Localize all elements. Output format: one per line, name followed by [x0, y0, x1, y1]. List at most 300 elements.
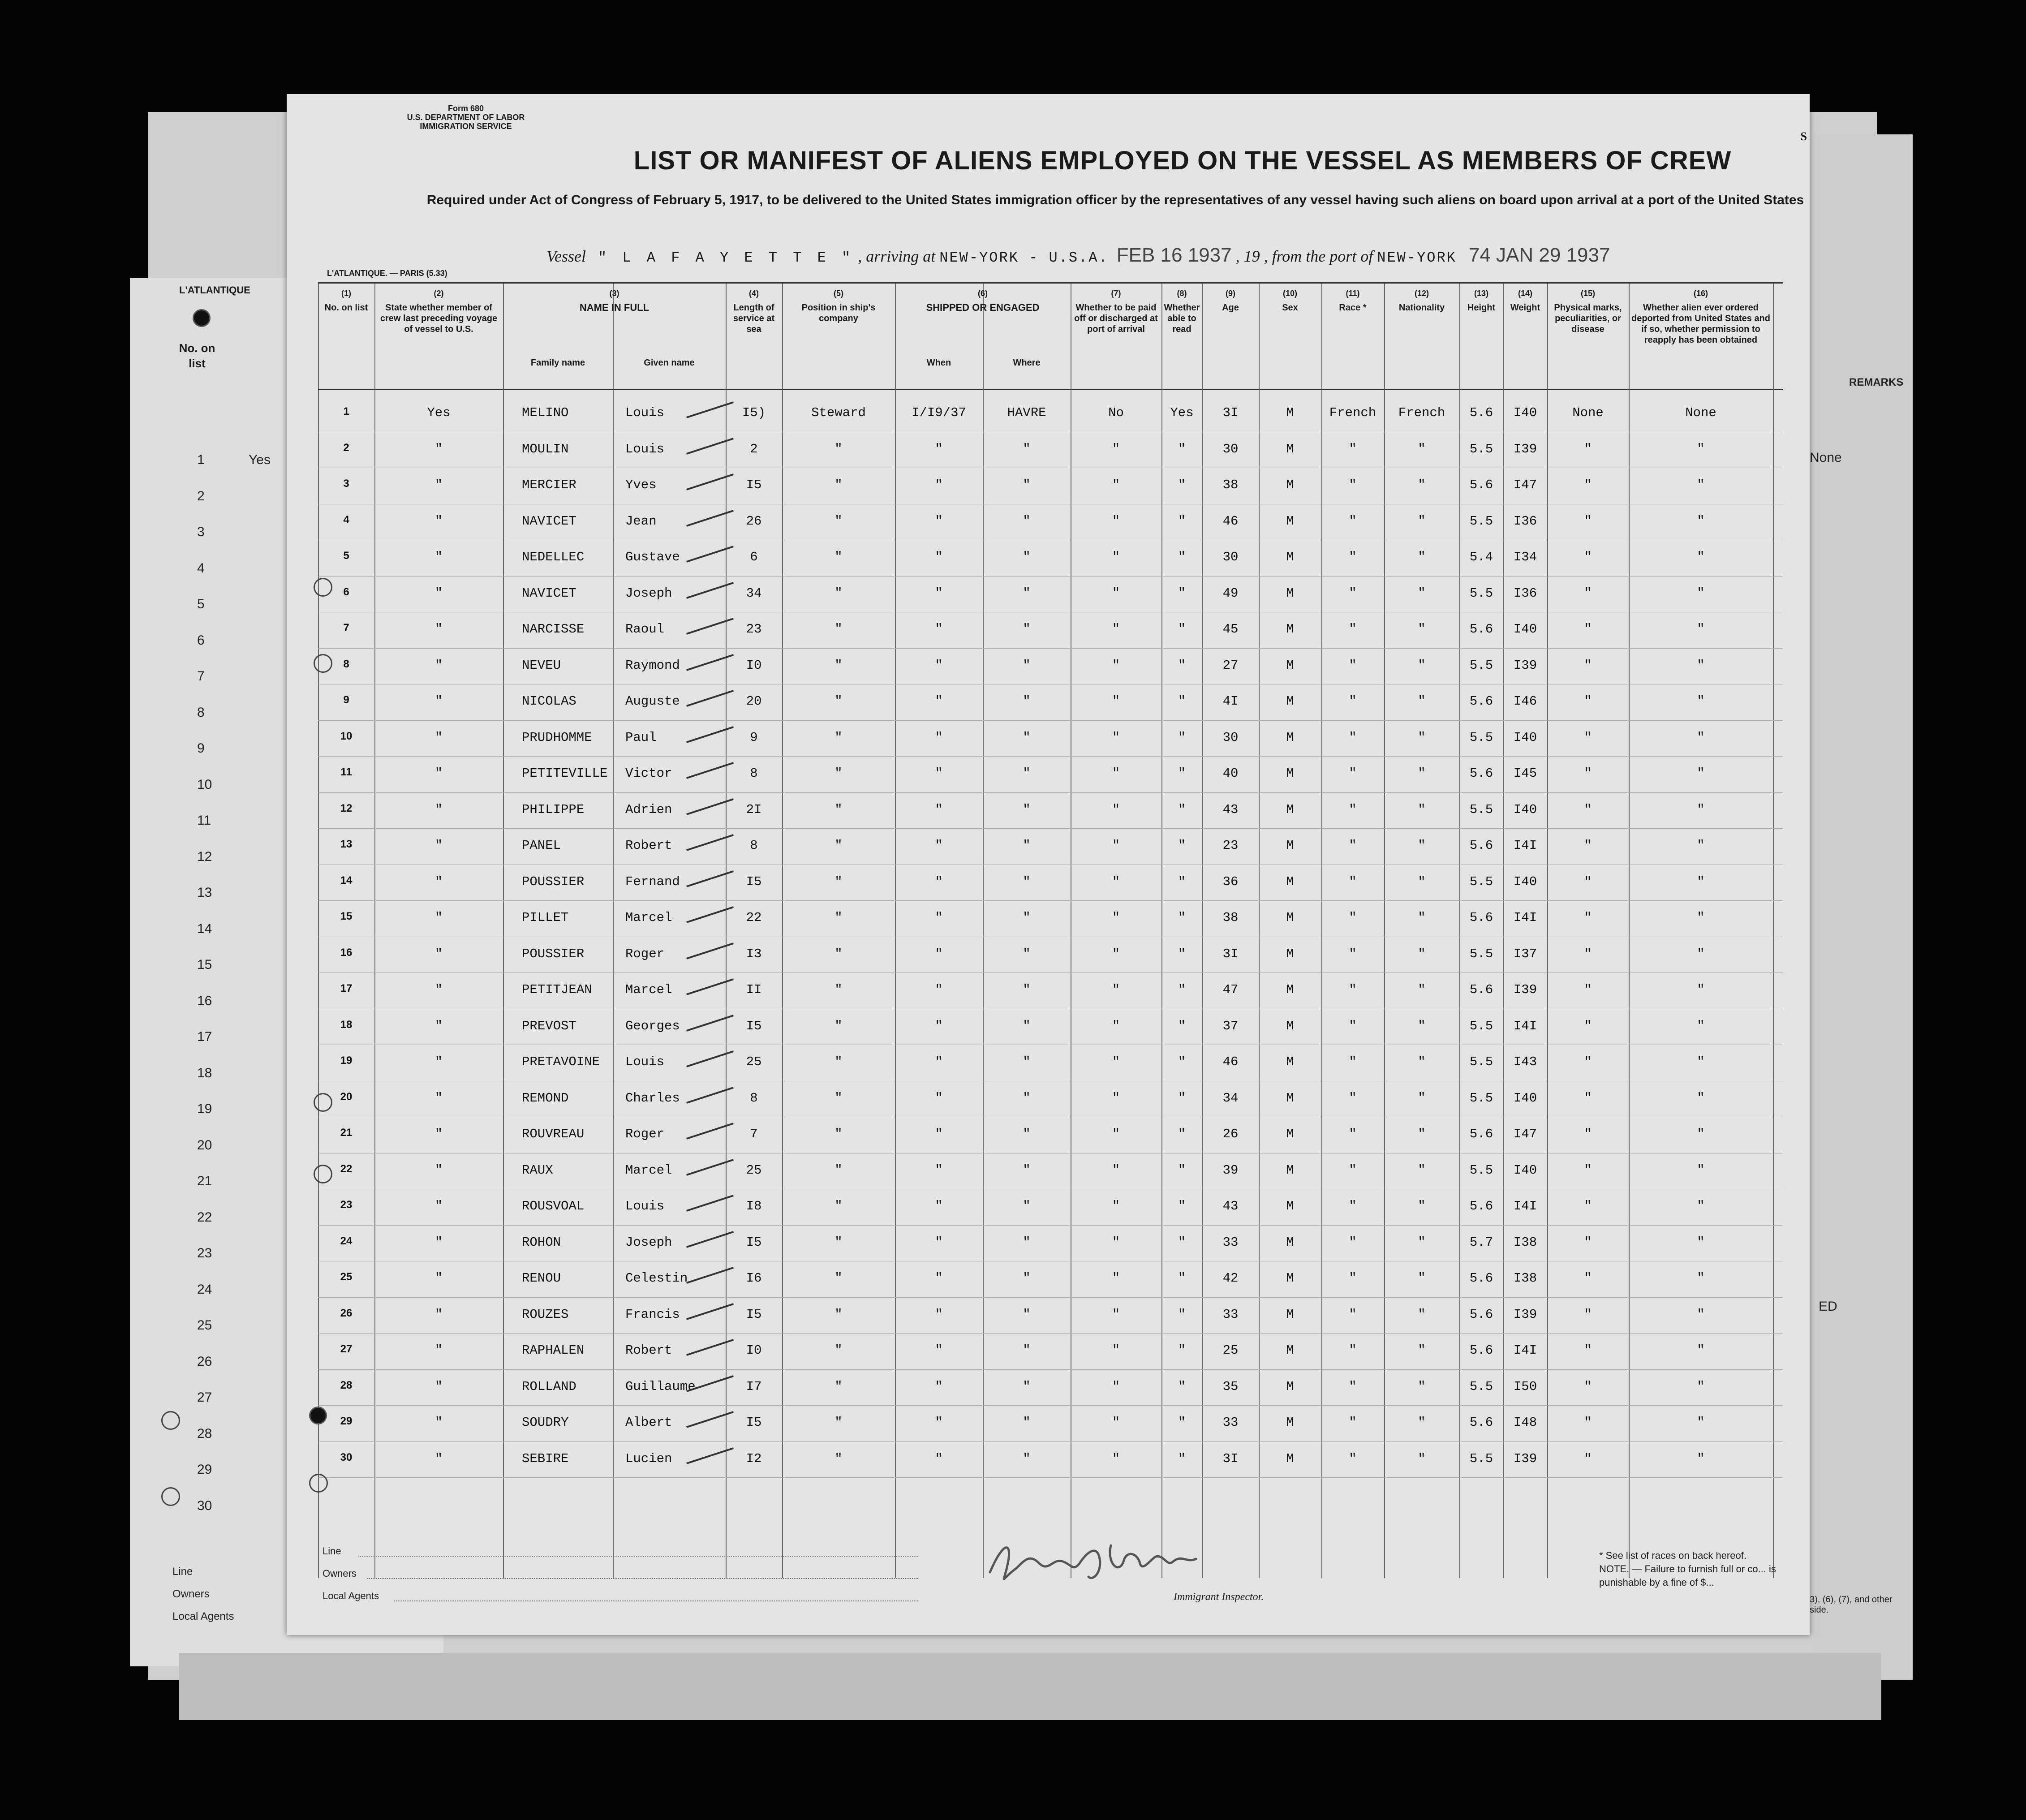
cell-weight: I4I: [1513, 1199, 1537, 1213]
cell-no: 15: [340, 910, 353, 922]
column-header: Length of service at sea: [733, 303, 775, 334]
column-header: Age: [1222, 303, 1239, 313]
cell-when: ": [935, 694, 943, 709]
cell-family: ROUVREAU: [522, 1127, 585, 1141]
arrival-date-stamp: FEB 16 1937: [1116, 244, 1232, 266]
cell-position: ": [834, 730, 843, 745]
cell-sex: M: [1286, 730, 1294, 745]
vessel-line: [546, 244, 1801, 267]
cell-race: ": [1349, 874, 1357, 889]
cell-deported: ": [1697, 730, 1705, 745]
cell-no: 5: [343, 550, 349, 562]
cell-sex: M: [1286, 838, 1294, 853]
cell-deported: None: [1685, 405, 1716, 420]
cell-marks: ": [1584, 622, 1592, 637]
cell-nat: ": [1418, 585, 1426, 601]
binder-ring: [314, 578, 332, 597]
cell-sex: M: [1286, 694, 1294, 709]
cell-race: ": [1349, 550, 1357, 564]
cell-sex: M: [1286, 910, 1294, 925]
cell-height: 5.5: [1469, 441, 1493, 456]
cell-family: PRUDHOMME: [522, 730, 592, 745]
cell-sex: M: [1286, 946, 1294, 961]
cell-given: Louis: [625, 405, 665, 420]
cell-paid: ": [1112, 946, 1120, 961]
cell-weight: I39: [1513, 1307, 1537, 1322]
cell-where: ": [1023, 838, 1031, 853]
left-sheet-header: No. on list: [179, 341, 215, 370]
cell-weight: I4I: [1513, 838, 1537, 853]
cell-family: RENOU: [522, 1271, 561, 1286]
cell-family: PREVOST: [522, 1018, 576, 1033]
cell-nat: ": [1418, 982, 1426, 997]
cell-when: ": [935, 838, 943, 853]
cell-given: Auguste: [625, 694, 680, 709]
cell-where: ": [1023, 694, 1031, 709]
cell-read: ": [1178, 766, 1186, 781]
cell-service: 23: [746, 622, 762, 637]
cell-age: 33: [1222, 1415, 1239, 1430]
cell-nat: ": [1418, 874, 1426, 889]
cell-given: Albert: [625, 1415, 672, 1430]
cell-where: ": [1023, 513, 1031, 529]
cell-where: ": [1023, 910, 1031, 925]
cell-marks: ": [1584, 946, 1592, 961]
cell-given: Fernand: [625, 874, 680, 889]
cell-age: 27: [1222, 658, 1239, 673]
cell-family: MELINO: [522, 405, 569, 420]
table-row-rule: [318, 900, 1783, 901]
cell-crew: ": [434, 910, 443, 925]
cell-height: 5.5: [1469, 874, 1493, 889]
cell-nat: ": [1418, 1162, 1426, 1178]
column-number: (8): [1177, 289, 1187, 298]
cell-age: 3I: [1222, 1451, 1239, 1466]
cell-paid: ": [1112, 1199, 1120, 1213]
cell-position: ": [834, 1054, 843, 1069]
footer-owners-label: Owners: [323, 1568, 357, 1579]
left-sheet-row-number: 28: [197, 1426, 212, 1441]
cell-nat: ": [1418, 1199, 1426, 1213]
cell-where: HAVRE: [1007, 405, 1046, 420]
cell-service: 34: [746, 585, 762, 601]
cell-marks: ": [1584, 766, 1592, 781]
cell-weight: I47: [1513, 1127, 1537, 1141]
cell-family: PILLET: [522, 910, 569, 925]
cell-given: Adrien: [625, 802, 672, 817]
left-sheet-row: [148, 1201, 282, 1237]
cell-no: 28: [340, 1379, 353, 1391]
column-subheader: Family name: [530, 358, 585, 368]
left-sheet-row: [148, 840, 282, 876]
cell-age: 38: [1222, 910, 1239, 925]
cell-sex: M: [1286, 658, 1294, 673]
cell-family: PANEL: [522, 838, 561, 853]
cell-race: ": [1349, 1451, 1357, 1466]
cell-read: ": [1178, 1127, 1186, 1141]
cell-deported: ": [1697, 622, 1705, 637]
cell-nat: ": [1418, 910, 1426, 925]
cell-crew: ": [434, 622, 443, 637]
cell-sex: M: [1286, 1271, 1294, 1286]
cell-race: ": [1349, 1415, 1357, 1430]
cell-height: 5.6: [1469, 910, 1493, 925]
cell-given: Roger: [625, 946, 665, 961]
cell-family: SOUDRY: [522, 1415, 569, 1430]
cell-where: ": [1023, 478, 1031, 492]
cell-age: 38: [1222, 478, 1239, 492]
cell-family: RAPHALEN: [522, 1343, 585, 1358]
cell-position: ": [834, 802, 843, 817]
cell-marks: ": [1584, 1415, 1592, 1430]
cell-weight: I40: [1513, 1090, 1537, 1106]
column-number: (11): [1346, 289, 1360, 298]
left-sheet-row: [148, 1165, 282, 1200]
cell-family: MOULIN: [522, 441, 569, 456]
cell-nat: ": [1418, 1307, 1426, 1322]
vessel-name: " L A F A Y E T T E ": [598, 250, 854, 266]
cell-deported: ": [1697, 513, 1705, 529]
cell-nat: ": [1418, 1018, 1426, 1033]
cell-when: ": [935, 622, 943, 637]
cell-read: ": [1178, 441, 1186, 456]
cell-marks: ": [1584, 694, 1592, 709]
cell-when: ": [935, 982, 943, 997]
cell-no: 23: [340, 1199, 353, 1211]
cell-nat: ": [1418, 622, 1426, 637]
cell-marks: ": [1584, 1054, 1592, 1069]
column-number: (14): [1518, 289, 1532, 298]
cell-marks: ": [1584, 802, 1592, 817]
column-header: Whether alien ever ordered deported from United States and if so, whether permission to reapply has been obtained: [1631, 303, 1771, 345]
cell-deported: ": [1697, 1451, 1705, 1466]
cell-weight: I36: [1513, 513, 1537, 529]
cell-nat: ": [1418, 1054, 1426, 1069]
cell-deported: ": [1697, 1379, 1705, 1394]
table-row-rule: [318, 828, 1783, 829]
cell-family: ROLLAND: [522, 1379, 576, 1394]
cell-no: 26: [340, 1307, 353, 1319]
cell-paid: ": [1112, 550, 1120, 564]
cell-no: 25: [340, 1271, 353, 1283]
punch-hole: [193, 309, 211, 327]
cell-crew: ": [434, 1162, 443, 1178]
cell-service: I2: [746, 1451, 762, 1466]
column-number: (5): [834, 289, 843, 298]
cell-read: ": [1178, 802, 1186, 817]
column-subheader: Given name: [644, 358, 695, 368]
cell-weight: I40: [1513, 622, 1537, 637]
cell-height: 5.4: [1469, 550, 1493, 564]
cell-sex: M: [1286, 441, 1294, 456]
cell-no: 19: [340, 1054, 353, 1067]
cell-height: 5.6: [1469, 838, 1493, 853]
cell-paid: ": [1112, 730, 1120, 745]
punch-hole: [309, 1407, 327, 1424]
cell-given: Lucien: [625, 1451, 672, 1466]
cell-height: 5.6: [1469, 982, 1493, 997]
cell-nat: ": [1418, 1090, 1426, 1106]
cell-race: ": [1349, 1162, 1357, 1178]
cell-given: Joseph: [625, 585, 672, 601]
cell-marks: ": [1584, 838, 1592, 853]
cell-paid: ": [1112, 838, 1120, 853]
form-department: U.S. DEPARTMENT OF LABOR: [407, 113, 525, 122]
cell-marks: ": [1584, 1235, 1592, 1250]
cell-height: 5.5: [1469, 946, 1493, 961]
cell-height: 5.5: [1469, 585, 1493, 601]
cell-no: 12: [340, 802, 353, 814]
cell-service: II: [746, 982, 762, 997]
cell-weight: I46: [1513, 694, 1537, 709]
cell-deported: ": [1697, 1199, 1705, 1213]
cell-no: 8: [343, 658, 349, 670]
cell-height: 5.7: [1469, 1235, 1493, 1250]
cell-crew: ": [434, 1054, 443, 1069]
cell-family: ROUSVOAL: [522, 1199, 585, 1213]
table-row-rule: [318, 1369, 1783, 1370]
cell-crew: ": [434, 1018, 443, 1033]
cell-nat: ": [1418, 1379, 1426, 1394]
cell-service: 2I: [746, 802, 762, 817]
cell-when: ": [935, 1415, 943, 1430]
cell-sex: M: [1286, 1090, 1294, 1106]
cell-given: Louis: [625, 1199, 665, 1213]
footer-owners-rule: [367, 1578, 918, 1579]
cell-crew: ": [434, 658, 443, 673]
arriving-label: , arriving at: [858, 247, 936, 265]
cell-position: ": [834, 874, 843, 889]
cell-paid: ": [1112, 982, 1120, 997]
cell-marks: ": [1584, 1090, 1592, 1106]
cell-position: ": [834, 658, 843, 673]
cell-weight: I37: [1513, 946, 1537, 961]
column-subheader: Where: [1013, 358, 1041, 368]
cell-deported: ": [1697, 550, 1705, 564]
cell-when: ": [935, 766, 943, 781]
cell-age: 4I: [1222, 694, 1239, 709]
cell-height: 5.6: [1469, 1127, 1493, 1141]
column-number: (2): [434, 289, 444, 298]
cell-weight: I40: [1513, 1162, 1537, 1178]
cell-no: 24: [340, 1235, 353, 1247]
left-sheet-row: [148, 516, 282, 551]
cell-crew: ": [434, 766, 443, 781]
cell-given: Celestin: [625, 1271, 688, 1286]
cell-service: 9: [750, 730, 758, 745]
left-sheet-row-number: 11: [197, 813, 211, 828]
cell-race: ": [1349, 946, 1357, 961]
cell-weight: I50: [1513, 1379, 1537, 1394]
cell-family: PRETAVOINE: [522, 1054, 600, 1069]
cell-given: Marcel: [625, 910, 672, 925]
cell-given: Roger: [625, 1127, 665, 1141]
cell-paid: ": [1112, 622, 1120, 637]
cell-where: ": [1023, 1162, 1031, 1178]
cell-service: I0: [746, 1343, 762, 1358]
cell-position: ": [834, 910, 843, 925]
column-header: Nationality: [1398, 303, 1445, 313]
column-number: (12): [1414, 289, 1429, 298]
left-sheet-row: [148, 1309, 282, 1345]
table-row-rule: [318, 1333, 1783, 1334]
cell-marks: ": [1584, 1451, 1592, 1466]
cell-age: 43: [1222, 802, 1239, 817]
cell-family: NICOLAS: [522, 694, 576, 709]
cell-read: ": [1178, 694, 1186, 709]
cell-paid: ": [1112, 1018, 1120, 1033]
cell-height: 5.5: [1469, 658, 1493, 673]
cell-weight: I4I: [1513, 910, 1537, 925]
printer-imprint: L'ATLANTIQUE. — PARIS (5.33): [327, 269, 447, 278]
cell-family: NARCISSE: [522, 622, 585, 637]
table-row-rule: [318, 1477, 1783, 1478]
cell-race: ": [1349, 622, 1357, 637]
left-sheet-row: [148, 552, 282, 588]
cell-given: Louis: [625, 1054, 665, 1069]
cell-service: I3: [746, 946, 762, 961]
cell-race: ": [1349, 441, 1357, 456]
cell-service: 26: [746, 513, 762, 529]
left-sheet-row-number: 19: [197, 1101, 212, 1116]
cell-sex: M: [1286, 1127, 1294, 1141]
cell-when: ": [935, 1018, 943, 1033]
cell-race: ": [1349, 1343, 1357, 1358]
cell-sex: M: [1286, 802, 1294, 817]
cell-service: 8: [750, 766, 758, 781]
cell-position: ": [834, 1199, 843, 1213]
cell-position: ": [834, 585, 843, 601]
left-sheet-row-number: 25: [197, 1318, 212, 1333]
cell-service: I6: [746, 1271, 762, 1286]
cell-no: 7: [343, 622, 349, 634]
footer-line-rule: [358, 1555, 918, 1557]
cell-sex: M: [1286, 1018, 1294, 1033]
cell-age: 47: [1222, 982, 1239, 997]
cell-where: ": [1023, 658, 1031, 673]
cell-where: ": [1023, 874, 1031, 889]
left-sheet-row-number: 18: [197, 1065, 212, 1080]
cell-crew: ": [434, 838, 443, 853]
cell-read: ": [1178, 1199, 1186, 1213]
table-row-rule: [318, 1405, 1783, 1406]
left-sheet-row-number: 2: [197, 488, 205, 503]
cell-marks: ": [1584, 1343, 1592, 1358]
cell-age: 46: [1222, 513, 1239, 529]
cell-sex: M: [1286, 1199, 1294, 1213]
cell-paid: ": [1112, 874, 1120, 889]
cell-service: 6: [750, 550, 758, 564]
from-port: NEW-YORK: [1377, 250, 1457, 266]
table-row-rule: [318, 1441, 1783, 1442]
cell-crew: ": [434, 874, 443, 889]
cell-position: ": [834, 1090, 843, 1106]
footer-note-penalty: NOTE. — Failure to furnish full or co... is punishable by a fine of $...: [1599, 1563, 1776, 1588]
column-number: (6): [978, 289, 988, 298]
left-sheet-row-number: 30: [197, 1498, 212, 1513]
binder-ring: [314, 1165, 332, 1183]
cell-paid: ": [1112, 694, 1120, 709]
cell-height: 5.6: [1469, 1271, 1493, 1286]
cell-race: ": [1349, 1090, 1357, 1106]
cell-crew: ": [434, 730, 443, 745]
cell-paid: ": [1112, 1090, 1120, 1106]
cell-crew: ": [434, 550, 443, 564]
cell-race: ": [1349, 1271, 1357, 1286]
cell-deported: ": [1697, 982, 1705, 997]
cell-sex: M: [1286, 1379, 1294, 1394]
cell-weight: I39: [1513, 982, 1537, 997]
cell-nat: ": [1418, 730, 1426, 745]
column-header: NAME IN FULL: [579, 302, 650, 313]
cell-deported: ": [1697, 1054, 1705, 1069]
left-sheet-row-number: 16: [197, 993, 212, 1008]
column-header: Sex: [1282, 303, 1298, 313]
cell-deported: ": [1697, 1127, 1705, 1141]
cell-family: SEBIRE: [522, 1451, 569, 1466]
cell-age: 30: [1222, 730, 1239, 745]
cell-sex: M: [1286, 1415, 1294, 1430]
cell-family: RAUX: [522, 1162, 553, 1178]
manifest-sheet: [287, 94, 1810, 1635]
cell-paid: No: [1108, 405, 1124, 420]
left-sheet-row-number: 6: [197, 632, 205, 648]
cell-crew: ": [434, 982, 443, 997]
cell-read: ": [1178, 874, 1186, 889]
cell-where: ": [1023, 982, 1031, 997]
cell-marks: ": [1584, 982, 1592, 997]
cell-marks: ": [1584, 513, 1592, 529]
cell-read: ": [1178, 730, 1186, 745]
cell-crew: ": [434, 1379, 443, 1394]
cell-given: Paul: [625, 730, 657, 745]
cell-deported: ": [1697, 1271, 1705, 1286]
column-header: Whether to be paid off or discharged at port of arrival: [1074, 303, 1158, 334]
cell-read: ": [1178, 513, 1186, 529]
cell-where: ": [1023, 1127, 1031, 1141]
cell-race: ": [1349, 478, 1357, 492]
cell-given: Yves: [625, 478, 657, 492]
cell-marks: ": [1584, 1307, 1592, 1322]
cell-race: ": [1349, 1127, 1357, 1141]
cell-read: ": [1178, 982, 1186, 997]
column-number: (7): [1111, 289, 1121, 298]
cell-where: ": [1023, 441, 1031, 456]
cell-read: ": [1178, 1379, 1186, 1394]
left-sheet-row: [148, 480, 282, 516]
cell-service: I5: [746, 1235, 762, 1250]
cell-read: ": [1178, 550, 1186, 564]
cell-deported: ": [1697, 1307, 1705, 1322]
cell-race: ": [1349, 730, 1357, 745]
cell-crew: ": [434, 802, 443, 817]
cell-paid: ": [1112, 441, 1120, 456]
cell-paid: ": [1112, 478, 1120, 492]
column-number: (10): [1282, 289, 1297, 298]
cell-age: 49: [1222, 585, 1239, 601]
cell-service: I5: [746, 1018, 762, 1033]
cell-given: Louis: [625, 441, 665, 456]
cell-no: 22: [340, 1162, 353, 1175]
cell-crew: ": [434, 694, 443, 709]
cell-deported: ": [1697, 478, 1705, 492]
cell-where: ": [1023, 1018, 1031, 1033]
left-sheet-row-number: 26: [197, 1354, 212, 1369]
left-sheet-row: [148, 1273, 282, 1309]
cell-marks: ": [1584, 550, 1592, 564]
cell-age: 30: [1222, 441, 1239, 456]
left-sheet-row: [148, 1093, 282, 1128]
